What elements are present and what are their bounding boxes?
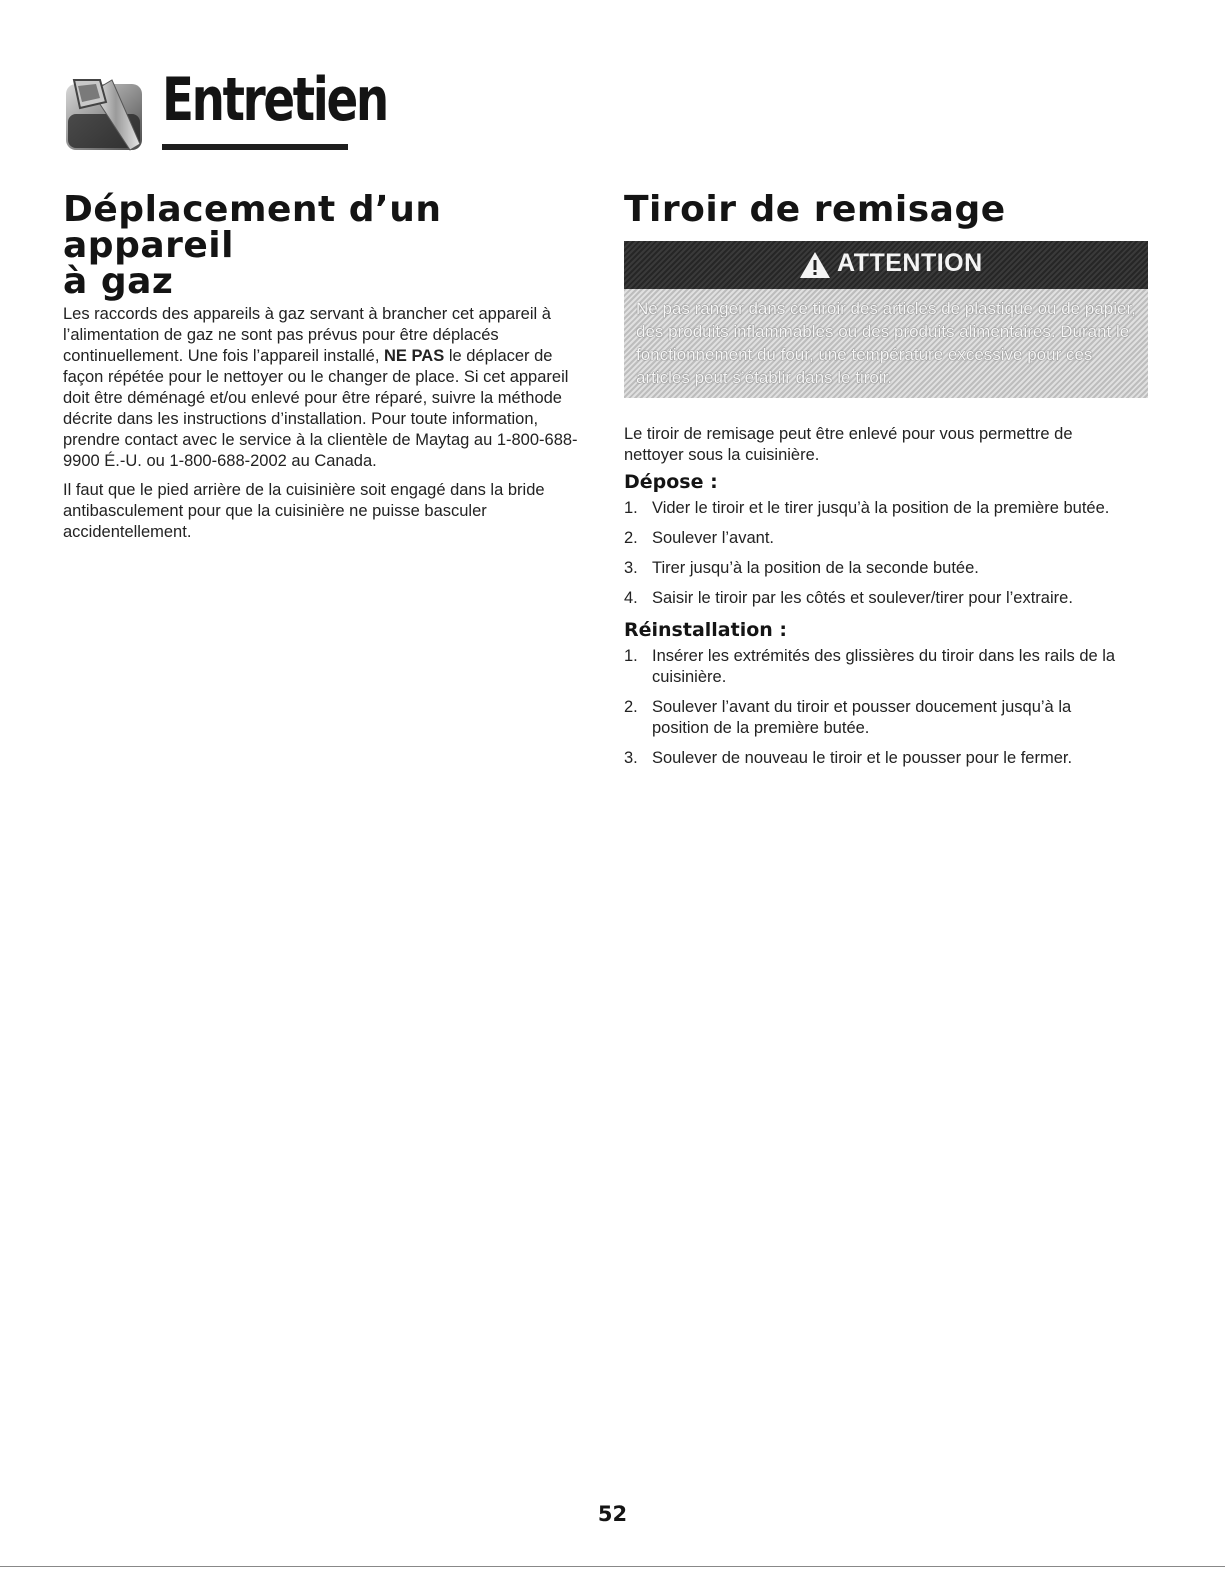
warning-triangle-icon: [799, 250, 831, 280]
page-header: [66, 56, 387, 166]
paragraph-1-text-b: le déplacer de façon répétée pour le nettoyer ou le changer de place. Si cet appareil doit être déménagé et/ou enlevé pour être réparé, suivre la méthode décrite dans les instructions d’installation. Pour toute information, prendre contact avec le service à la clientèle de Maytag au 1-800-688-9900 É.-U. ou 1-800-688-2002 au Canada.: [63, 347, 578, 470]
step-number: 1.: [624, 647, 638, 665]
bottom-divider: [0, 1566, 1225, 1567]
step-text: Insérer les extrémités des glissières du tiroir dans les rails de la cuisinière.: [652, 647, 1116, 686]
paragraph-1-text-a: Les raccords des appareils à gaz servant à brancher cet appareil à l’alimentation de gaz ne sont pas prévus pour être déplacés continuellement. Une fois l’appareil installé,: [63, 305, 551, 365]
right-column: [624, 189, 1154, 767]
list-item: [624, 528, 1124, 549]
paragraph-2: Il faut que le pied arrière de la cuisinière soit engagé dans la bride antibasculement pour que la cuisinière ne puisse basculer accidentellement.: [63, 481, 545, 541]
attention-header: [624, 241, 1148, 289]
list-item: [624, 646, 1124, 688]
section-header-title: Entretien: [162, 65, 387, 135]
storage-drawer-content: [624, 424, 1124, 778]
gas-appliance-title: [63, 189, 583, 302]
title-line-2: à gaz: [63, 261, 174, 302]
step-number: 2.: [624, 698, 638, 716]
reinstallation-steps: [624, 646, 1124, 769]
reinstallation-heading: Réinstallation :: [624, 619, 788, 641]
page-number: 52: [597, 1502, 628, 1526]
step-text: Soulever de nouveau le tiroir et le pousser pour le fermer.: [652, 749, 1073, 767]
attention-text: Ne pas ranger dans ce tiroir des articles de plastique ou de papier, des produits inflammables ou des produits alimentaires. Durant le fonctionnement du four, une température excessive pour ces articles peut s’établir dans le tiroir.: [636, 299, 1136, 387]
list-item: [624, 558, 1124, 579]
step-number: 2.: [624, 529, 638, 547]
storage-drawer-title: Tiroir de remisage: [624, 189, 1006, 230]
list-item: [624, 697, 1124, 739]
list-item: [624, 498, 1124, 519]
step-number: 3.: [624, 749, 638, 767]
storage-drawer-intro: Le tiroir de remisage peut être enlevé pour vous permettre de nettoyer sous la cuisinière.: [624, 425, 1073, 464]
screwdriver-icon: [66, 74, 148, 154]
step-text: Tirer jusqu’à la position de la seconde butée.: [652, 559, 979, 577]
step-number: 4.: [624, 589, 638, 607]
attention-body: [624, 289, 1148, 398]
step-number: 1.: [624, 499, 638, 517]
left-column: [63, 189, 593, 551]
step-text: Soulever l’avant.: [652, 529, 774, 547]
list-item: [624, 588, 1124, 609]
list-item: [624, 748, 1124, 769]
step-text: Saisir le tiroir par les côtés et soulever/tirer pour l’extraire.: [652, 589, 1073, 607]
depose-steps: [624, 498, 1124, 609]
gas-appliance-body: [63, 304, 588, 543]
attention-box: [624, 241, 1148, 398]
header-underline: [162, 144, 348, 150]
paragraph-1: [63, 304, 588, 472]
paragraph-1-bold: NE PAS: [384, 347, 445, 365]
step-number: 3.: [624, 559, 638, 577]
step-text: Vider le tiroir et le tirer jusqu’à la position de la première butée.: [652, 499, 1110, 517]
attention-label: ATTENTION: [837, 249, 983, 277]
step-text: Soulever l’avant du tiroir et pousser doucement jusqu’à la position de la première butée.: [652, 698, 1072, 737]
title-line-1: Déplacement d’un appareil: [63, 189, 442, 266]
depose-heading: Dépose :: [624, 471, 718, 493]
